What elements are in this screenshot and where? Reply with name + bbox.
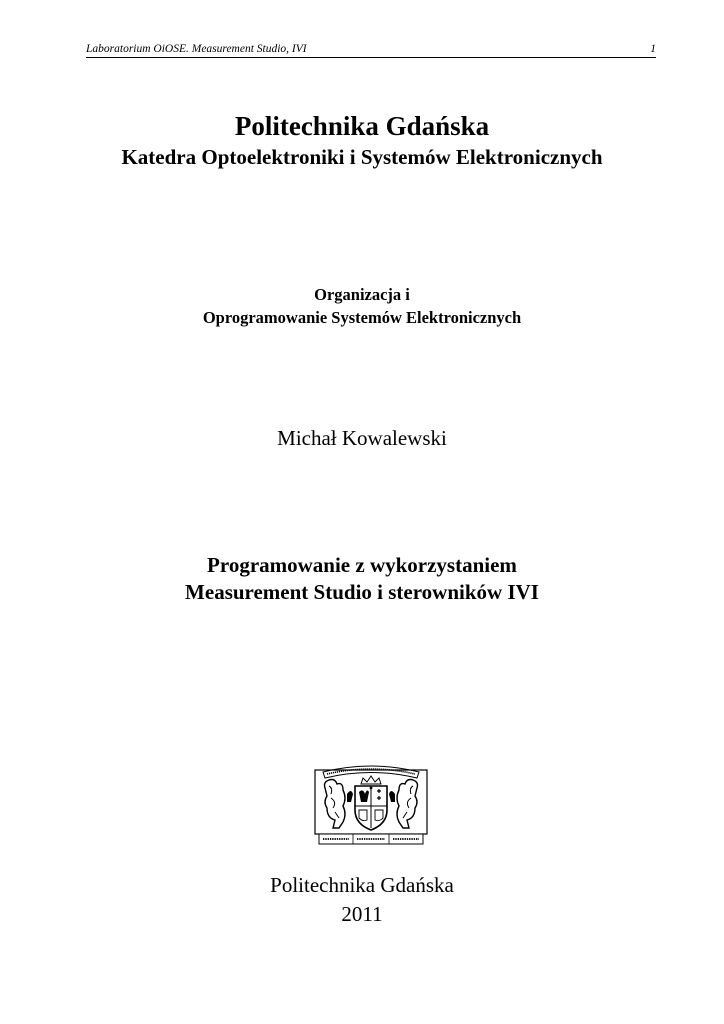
page-number: 1 [650,43,656,55]
publisher-name: Politechnika Gdańska [270,873,454,897]
running-header-title: Laboratorium OiOSE. Measurement Studio, IVI [86,43,307,55]
institution-name: Politechnika Gdańska [234,111,490,141]
running-header [86,43,656,58]
department-name: Katedra Optoelektroniki i Systemów Elektronicznych [121,145,603,169]
course-name-line1: Organizacja i [314,285,410,304]
course-name-line2: Oprogramowanie Systemów Elektronicznych [202,308,522,327]
document-title-line1: Programowanie z wykorzystaniem [207,553,517,577]
document-title-line2: Measurement Studio i sterowników IVI [185,580,539,604]
politechnika-gdanska-emblem-icon [313,758,429,850]
publication-year: 2011 [341,902,383,926]
author-name: Michał Kowalewski [277,426,447,450]
